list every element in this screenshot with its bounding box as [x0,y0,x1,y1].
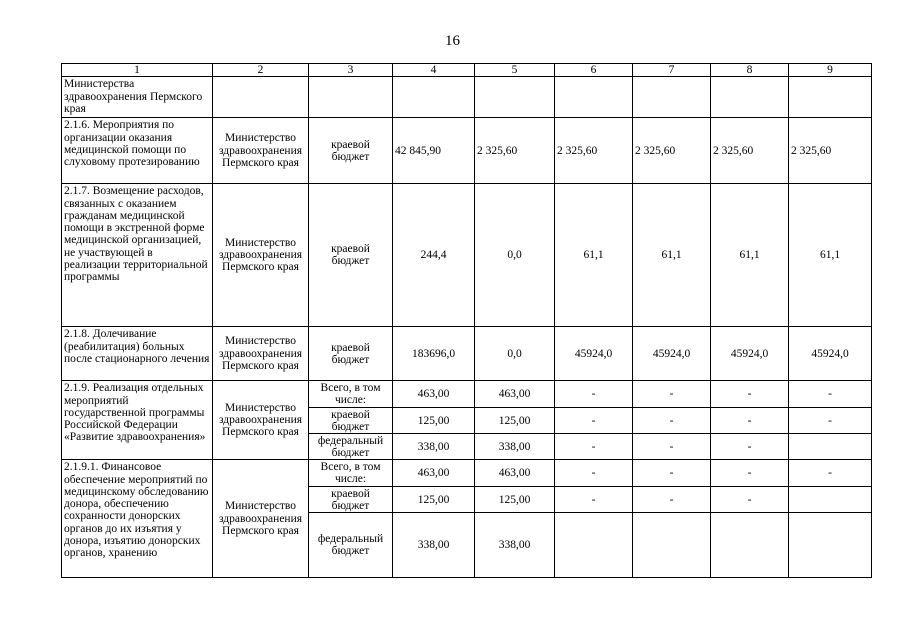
col-header: 8 [711,64,789,77]
value-cell: 0,0 [475,184,555,327]
page-number: 16 [445,33,460,49]
value-cell: 338,00 [475,434,555,460]
table-row [62,381,872,408]
col-header: 9 [789,64,872,77]
funding-source: Всего, в том числе: [309,381,393,408]
value-cell: - [711,434,789,460]
funding-source: федеральный бюджет [309,513,393,578]
funding-source: федеральный бюджет [309,434,393,460]
value-cell: 45924,0 [789,327,872,381]
col-header: 2 [213,64,309,77]
col-header: 6 [555,64,633,77]
col-header: 7 [633,64,711,77]
ministry: Министерство здравоохранения Пермского края [213,381,309,460]
value-cell: 2 325,60 [789,118,872,184]
value-cell: - [633,408,711,434]
value-cell: - [711,408,789,434]
value-cell: - [711,381,789,408]
measure-name: 2.1.8. Долечивание (реабилитация) больных после стационарного лечения [62,327,213,381]
value-cell: - [555,408,633,434]
value-cell: - [789,408,872,434]
value-cell: - [555,434,633,460]
value-cell: 61,1 [633,184,711,327]
value-cell: 45924,0 [711,327,789,381]
col-header: 4 [393,64,475,77]
table-row [62,184,872,327]
value-cell: 61,1 [789,184,872,327]
header-row [62,64,872,77]
value-cell: 463,00 [393,460,475,487]
value-cell: 125,00 [475,408,555,434]
funding-source: краевой бюджет [309,487,393,513]
measure-name: 2.1.7. Возмещение расходов, связанных с оказанием гражданам медицинской помощи в экстренной форме медицинской организацией, не участвующей в реализации территориальной программы [62,184,213,327]
value-cell: - [633,381,711,408]
funding-source: Всего, в том числе: [309,460,393,487]
value-cell: - [711,460,789,487]
measure-name: 2.1.9.1. Финансовое обеспечение мероприятий по медицинскому обследованию донора, обеспечению сохранности донорских органов до их изъятия у донора, изъятию донорских органов, хранению [62,460,213,578]
value-cell: 463,00 [475,460,555,487]
measure-name: Министерства здравоохранения Пермского края [62,77,213,118]
value-cell: 463,00 [393,381,475,408]
funding-source: краевой бюджет [309,118,393,184]
ministry: Министерство здравоохранения Пермского края [213,184,309,327]
ministry: Министерство здравоохранения Пермского края [213,327,309,381]
value-cell: 2 325,60 [711,118,789,184]
table-row [62,77,872,118]
table-row [62,460,872,487]
value-cell: 0,0 [475,327,555,381]
value-cell: 42 845,90 [393,118,475,184]
table-row [62,327,872,381]
value-cell: 45924,0 [555,327,633,381]
value-cell: - [633,487,711,513]
value-cell: - [789,460,872,487]
value-cell: 61,1 [555,184,633,327]
value-cell: - [555,487,633,513]
ministry: Министерство здравоохранения Пермского края [213,460,309,578]
measure-name: 2.1.6. Мероприятия по организации оказания медицинской помощи по слуховому протезированию [62,118,213,184]
value-cell: - [633,460,711,487]
value-cell: 2 325,60 [475,118,555,184]
value-cell: 61,1 [711,184,789,327]
value-cell: 338,00 [475,513,555,578]
value-cell: - [555,460,633,487]
measure-name: 2.1.9. Реализация отдельных мероприятий государственной программы Российской Федерации «Развитие здравоохранения» [62,381,213,460]
value-cell: - [633,434,711,460]
value-cell: 2 325,60 [555,118,633,184]
value-cell: 125,00 [393,408,475,434]
col-header: 5 [475,64,555,77]
value-cell: 45924,0 [633,327,711,381]
value-cell: 244,4 [393,184,475,327]
budget-table [61,63,872,578]
value-cell: 338,00 [393,434,475,460]
value-cell: - [555,381,633,408]
funding-source: краевой бюджет [309,184,393,327]
value-cell: 338,00 [393,513,475,578]
value-cell: - [711,487,789,513]
funding-source: краевой бюджет [309,327,393,381]
value-cell: 183696,0 [393,327,475,381]
value-cell: - [789,381,872,408]
col-header: 1 [62,64,213,77]
col-header: 3 [309,64,393,77]
value-cell: 125,00 [475,487,555,513]
value-cell: 2 325,60 [633,118,711,184]
value-cell: 463,00 [475,381,555,408]
funding-source: краевой бюджет [309,408,393,434]
value-cell: 125,00 [393,487,475,513]
ministry: Министерство здравоохранения Пермского края [213,118,309,184]
table-row [62,118,872,184]
